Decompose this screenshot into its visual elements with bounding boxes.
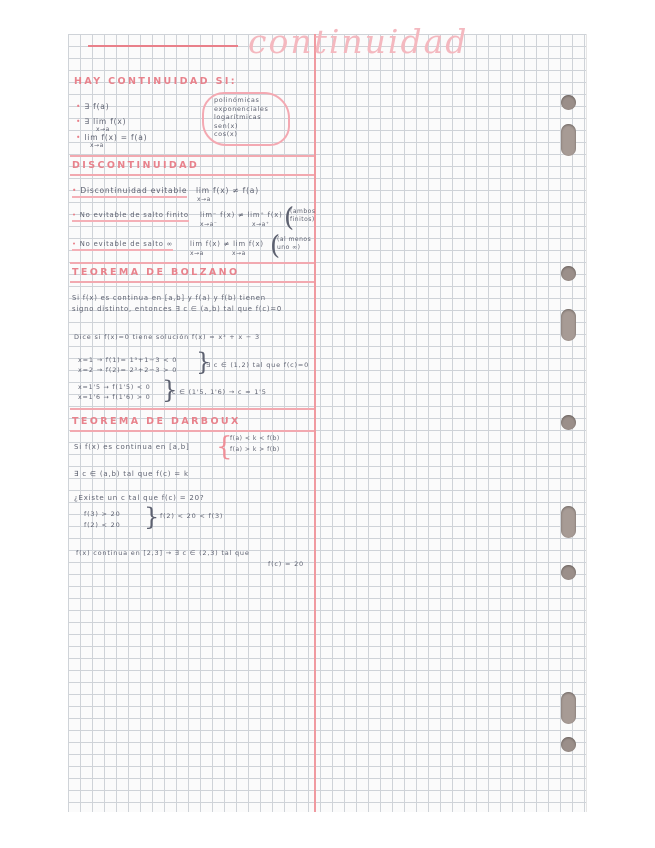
binder-slot (561, 309, 576, 341)
bolzano-row-3: x=1'5 → f(1'5) < 0 (78, 384, 151, 391)
heading-darboux: TEOREMA DE DARBOUX (72, 416, 241, 427)
cloud-item: polinómicas (214, 96, 260, 104)
note-brace-open: ( (284, 203, 295, 233)
darboux-case-2: f(a) > k > f(b) (230, 446, 280, 453)
divider (70, 174, 314, 176)
bolzano-row-2: x=2 → f(2)= 2³+2−3 > 0 (78, 366, 178, 374)
binder-hole (561, 415, 576, 430)
condition-2-subscript: x→a (96, 126, 110, 133)
darboux-answer-1: f(3) > 20 (84, 510, 121, 518)
darboux-answer-3: f(2) < 20 < f(3) (160, 512, 224, 520)
disc-type-2: • No evitable de salto finito (72, 211, 189, 222)
note-brace-open: ( (270, 231, 281, 261)
binder-hole (561, 266, 576, 281)
disc-sub-2a: x→a⁻ (200, 221, 218, 228)
cloud-item: cos(x) (214, 130, 238, 138)
divider (70, 281, 314, 283)
bolzano-row-4: x=1'6 → f(1'6) > 0 (78, 394, 151, 401)
condition-3-subscript: x→a (90, 142, 104, 149)
divider (70, 430, 314, 432)
darboux-answer-2: f(2) < 20 (84, 521, 121, 529)
margin-line (314, 34, 316, 812)
binder-hole (561, 95, 576, 110)
darboux-conclusion-1: f(x) continua en [2,3] → ∃ c ∈ (2,3) tal que (76, 549, 250, 557)
disc-note-2: (al menos uno ∞) (277, 236, 312, 251)
darboux-conclusion-2: f(c) = 20 (268, 560, 304, 568)
divider (70, 155, 314, 157)
heading-bolzano: TEOREMA DE BOLZANO (72, 267, 240, 278)
disc-sub-3a: x→a (190, 250, 204, 257)
bolzano-conclusion-1: ∃ c ∈ (1,2) tal que f(c)=0 (206, 361, 310, 369)
bolzano-question: Dice si f(x)=0 tiene solución f(x) = x³ + x − 3 (74, 333, 260, 341)
darboux-line-1: Si f(x) es continua en [a,b] (74, 443, 190, 451)
page-title: continuidad (248, 22, 469, 61)
disc-sub-3b: x→a (232, 250, 246, 257)
cloud-item: logarítmicas (214, 113, 262, 121)
disc-expr-2: lim⁻ f(x) ≠ lim⁺ f(x) (200, 211, 283, 219)
heading-discontinuidad: DISCONTINUIDAD (72, 160, 200, 171)
bolzano-conclusion-2: c ∈ (1'5, 1'6) → c ≈ 1'5 (172, 388, 267, 396)
bolzano-row-1: x=1 → f(1)= 1³+1−3 < 0 (78, 356, 178, 364)
disc-type-3: • No evitable de salto ∞ (72, 240, 173, 251)
binder-hole (561, 737, 576, 752)
condition-1: • ∃ f(a) (76, 102, 110, 111)
darboux-line-2: ∃ c ∈ (a,b) tal que f(c) = k (74, 470, 189, 478)
disc-expr-3: lim f(x) ≠ lim f(x) (190, 240, 264, 248)
binder-slot (561, 692, 576, 724)
binder-hole (561, 565, 576, 580)
title-underline (88, 45, 238, 47)
divider (70, 262, 314, 264)
bolzano-line-2: signo distinto, entonces ∃ c ∈ (a,b) tal que f(c)=0 (72, 305, 282, 313)
disc-sub-2b: x→a⁺ (252, 221, 270, 228)
divider (70, 408, 314, 410)
disc-sub-1: x→a (197, 196, 211, 203)
cloud-item: exponenciales (214, 104, 269, 113)
darboux-question: ¿Existe un c tal que f(c) = 20? (74, 494, 205, 502)
brace: } (196, 348, 212, 376)
disc-note-1: (ambos finitos) (290, 208, 316, 223)
disc-type-1: • Discontinuidad evitable (72, 186, 187, 198)
binder-slot (561, 506, 576, 538)
heading-hay-continuidad: HAY CONTINUIDAD SI: (74, 76, 238, 87)
bolzano-line-1: Si f(x) es continua en [a,b] y f(a) y f(b) tienen (72, 294, 266, 302)
darboux-case-1: f(a) < k < f(b) (230, 435, 280, 442)
binder-slot (561, 124, 576, 156)
condition-2: • ∃ lim f(x) (76, 117, 127, 126)
condition-3: • lim f(x) = f(a) (76, 133, 148, 142)
disc-expr-1: lim f(x) ≠ f(a) (196, 186, 259, 195)
brace-pink: { (216, 432, 233, 462)
cloud-item: sen(x) (214, 121, 239, 130)
cloud-list (214, 96, 268, 139)
brace: } (162, 376, 178, 404)
brace: } (144, 503, 160, 531)
